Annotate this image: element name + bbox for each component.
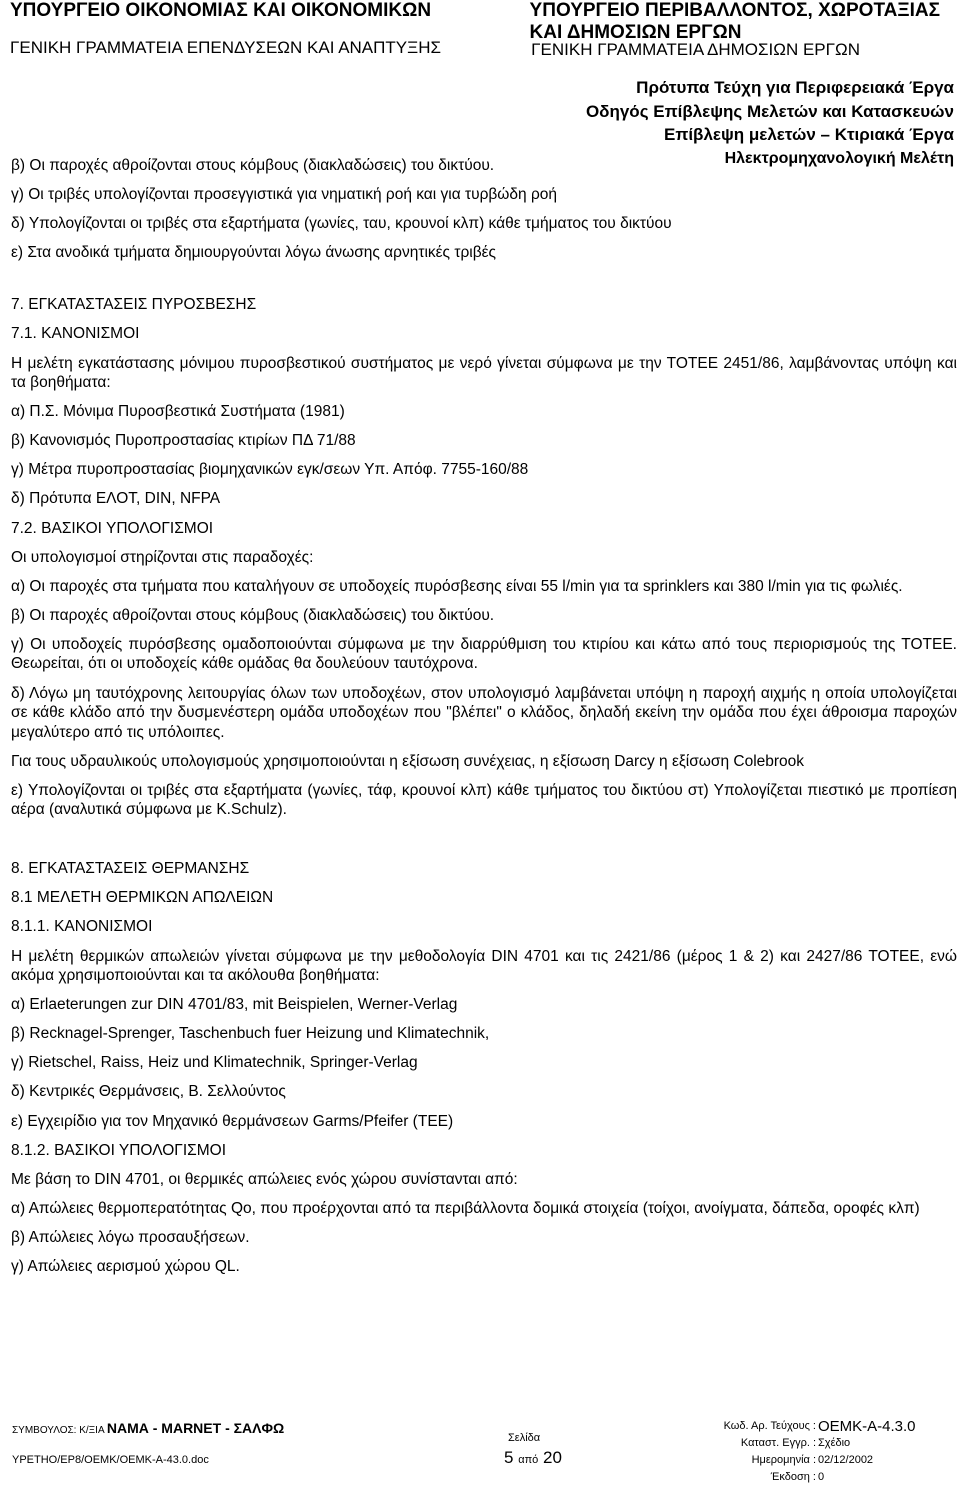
page-header bbox=[0, 0, 960, 178]
paragraph: Η μελέτη θερμικών απωλειών γίνεται σύμφωνα με την μεθοδολογία DIN 4701 και τις 2421/86 (μέρος 1 & 2) και 2427/86 ΤΟΤΕΕ, ενώ ακόμα χρησιμοποιούνται και τα ακόλουθα βοηθήματα: bbox=[11, 947, 957, 985]
page-footer bbox=[0, 1418, 960, 1483]
subsection-heading: 8.1 ΜΕΛΕΤΗ ΘΕΡΜΙΚΩΝ ΑΠΩΛΕΙΩΝ bbox=[11, 889, 274, 907]
code-label: Κωδ. Αρ. Τεύχους : bbox=[723, 1420, 816, 1432]
document-body bbox=[11, 156, 957, 1286]
subsection-heading: 7.1. ΚΑΝΟΝΙΣΜΟΙ bbox=[11, 325, 140, 343]
doc-series: Πρότυπα Τεύχη για Περιφερειακά Έργα bbox=[636, 78, 954, 97]
list-item: β) Recknagel-Sprenger, Taschenbuch fuer Heizung und Klimatechnik, bbox=[11, 1025, 490, 1043]
footer-values bbox=[818, 1418, 958, 1486]
file-path: ΥΡΕΤΗΟ/ΕΡ8/ΟΕΜΚ/ΟΕΜΚ-Α-43.0.doc bbox=[12, 1454, 209, 1466]
page-current: 5 bbox=[504, 1448, 514, 1467]
page-total: 20 bbox=[543, 1448, 562, 1467]
section-heading: 7. ΕΓΚΑΤΑΣΤΑΣΕΙΣ ΠΥΡΟΣΒΕΣΗΣ bbox=[11, 296, 257, 314]
right-secretariat: ΓΕΝΙΚΗ ΓΡΑΜΜΑΤΕΙΑ ΔΗΜΟΣΙΩΝ ΕΡΓΩΝ bbox=[531, 40, 860, 59]
list-item: γ) Απώλειες αερισμού χώρου QL. bbox=[11, 1258, 240, 1275]
paragraph: Οι υπολογισμοί στηρίζονται στις παραδοχές: bbox=[11, 548, 314, 566]
list-item: β) Απώλειες λόγω προσαυξήσεων. bbox=[11, 1228, 250, 1246]
list-item: ε) Εγχειρίδιο για τον Μηχανικό θερμάνσεων Garms/Pfeifer (TEE) bbox=[11, 1112, 454, 1130]
left-secretariat: ΓΕΝΙΚΗ ΓΡΑΜΜΑΤΕΙΑ ΕΠΕΝΔΥΣΕΩΝ ΚΑΙ ΑΝΑΠΤΥΞΗΣ bbox=[10, 38, 441, 57]
status-value: Σχέδιο bbox=[818, 1437, 851, 1449]
right-ministry bbox=[530, 0, 940, 44]
edition-label: Έκδοση : bbox=[770, 1471, 816, 1483]
list-item: α) Π.Σ. Μόνιμα Πυροσβεστικά Συστήματα (1981) bbox=[11, 403, 345, 421]
list-item: α) Οι παροχές στα τμήματα που καταλήγουν σε υποδοχείς πυρόσβεσης είναι 55 l/min για τα sprinklers και 380 l/min για τις φωλιές. bbox=[11, 577, 903, 595]
list-item: δ) Λόγω μη ταυτόχρονης λειτουργίας όλων των υποδοχέων, στον υπολογισμό λαμβάνεται υπόψη η παροχή αιχμής η οποία υπολογίζεται σε κάθε κλάδο από την δυσμενέστερη ομάδα υποδοχέων που "βλέπει" ο κλάδος, δηλαδή εκείνη την ομάδα που έχει άθροισμα παροχών μεγαλύτερο από τις υπόλοιπες. bbox=[11, 684, 957, 741]
consultant bbox=[12, 1420, 284, 1436]
list-item: β) Οι παροχές αθροίζονται στους κόμβους (διακλαδώσεις) του δικτύου. bbox=[11, 606, 495, 624]
doc-guide: Οδηγός Επίβλεψης Μελετών και Κατασκευών bbox=[585, 101, 954, 121]
footer-labels bbox=[716, 1418, 816, 1486]
status-label: Καταστ. Εγγρ. : bbox=[740, 1437, 816, 1449]
page-label: Σελίδα bbox=[508, 1432, 541, 1444]
section-heading: 8. ΕΓΚΑΤΑΣΤΑΣΕΙΣ ΘΕΡΜΑΝΣΗΣ bbox=[11, 860, 250, 878]
list-item: α) Απώλειες θερμοπερατότητας Qo, που προέρχονται από τα περιβάλλοντα δομικά στοιχεία (τοίχοι, ανοίγματα, δάπεδα, οροφές κλπ) bbox=[11, 1199, 920, 1217]
paragraph: β) Οι παροχές αθροίζονται στους κόμβους (διακλαδώσεις) του δικτύου. bbox=[11, 157, 495, 174]
list-item: ε) Υπολογίζονται οι τριβές στα εξαρτήματα (γωνίες, τάφ, κρουνοί κλπ) κάθε τμήματος του δικτύου στ) Υπολογίζεται πιεστικό με προπίεση αέρα (αναλυτικά σύμφωνα με K.Schulz). bbox=[11, 781, 957, 819]
list-item: δ) Πρότυπα ΕΛΟΤ, DIN, NFPA bbox=[11, 490, 221, 508]
right-ministry-line2: ΚΑΙ ΔΗΜΟΣΙΩΝ ΕΡΓΩΝ bbox=[529, 22, 742, 43]
list-item: γ) Rietschel, Raiss, Heiz und Klimatechnik, Springer-Verlag bbox=[11, 1054, 418, 1072]
subsection-heading: 8.1.2. ΒΑΣΙΚΟΙ ΥΠΟΛΟΓΙΣΜΟΙ bbox=[11, 1141, 226, 1159]
subsection-heading: 8.1.1. ΚΑΝΟΝΙΣΜΟΙ bbox=[11, 918, 153, 936]
paragraph: Για τους υδραυλικούς υπολογισμούς χρησιμοποιούνται η εξίσωση συνέχειας, η εξίσωση Darcy η εξίσωση Colebrook bbox=[11, 752, 805, 770]
right-ministry-line1: ΥΠΟΥΡΓΕΙΟ ΠΕΡΙΒΑΛΛΟΝΤΟΣ, ΧΩΡΟΤΑΞΙΑΣ bbox=[529, 0, 940, 21]
consultant-name: ΝΑΜΑ - MARNET - ΣΑΛΦΩ bbox=[106, 1420, 285, 1436]
doc-subject: Επίβλεψη μελετών – Κτιριακά Έργα bbox=[663, 125, 954, 144]
list-item: γ) Μέτρα πυροπροστασίας βιομηχανικών εγκ/σεων Υπ. Απόφ. 7755-160/88 bbox=[11, 461, 529, 479]
paragraph: γ) Οι τριβές υπολογίζονται προσεγγιστικά για νηματική ροή και για τυρβώδη ροή bbox=[11, 186, 558, 204]
edition-value: 0 bbox=[818, 1471, 825, 1483]
subsection-heading: 7.2. ΒΑΣΙΚΟΙ ΥΠΟΛΟΓΙΣΜΟΙ bbox=[11, 519, 214, 537]
left-ministry: ΥΠΟΥΡΓΕΙΟ ΟΙΚΟΝΟΜΙΑΣ ΚΑΙ ΟΙΚΟΝΟΜΙΚΩΝ bbox=[10, 0, 432, 21]
page-number bbox=[504, 1448, 562, 1468]
doc-topic: Ηλεκτρομηχανολογική Μελέτη bbox=[724, 149, 954, 167]
paragraph: ε) Στα ανοδικά τμήματα δημιουργούνται λόγω άνωσης αρνητικές τριβές bbox=[11, 244, 497, 262]
paragraph: Με βάση το DIN 4701, οι θερμικές απώλειες ενός χώρου συνίστανται από: bbox=[11, 1170, 518, 1188]
consultant-label: ΣΥΜΒΟΥΛΟΣ: Κ/ΞΙΑ bbox=[12, 1425, 105, 1436]
date-label: Ημερομηνία : bbox=[751, 1454, 816, 1466]
list-item: γ) Οι υποδοχείς πυρόσβεσης ομαδοποιούνται σύμφωνα με την διαρρύθμιση του κτιρίου και κάτω από τους περιορισμούς της ΤΟΤΕΕ. Θεωρείται, ότι οι υποδοχείς κάθε ομάδας θα δουλεύουν ταυτόχρονα. bbox=[11, 635, 957, 673]
paragraph: δ) Υπολογίζονται οι τριβές στα εξαρτήματα (γωνίες, ταυ, κρουνοί κλπ) κάθε τμήματος του δικτύου bbox=[11, 215, 672, 233]
list-item: β) Κανονισμός Πυροπροστασίας κτιρίων ΠΔ 71/88 bbox=[11, 432, 356, 450]
page-of: από bbox=[518, 1454, 539, 1466]
list-item: δ) Κεντρικές Θερμάνσεις, Β. Σελλούντος bbox=[11, 1083, 286, 1101]
paragraph: Η μελέτη εγκατάστασης μόνιμου πυροσβεστικού συστήματος με νερό γίνεται σύμφωνα με την ΤΟΤΕΕ 2451/86, λαμβάνοντας υπόψη και τα βοηθήματα: bbox=[11, 354, 957, 392]
code-value: ΟΕΜΚ-Α-4.3.0 bbox=[818, 1418, 916, 1435]
date-value: 02/12/2002 bbox=[818, 1454, 874, 1466]
list-item: α) Erlaeterungen zur DIN 4701/83, mit Beispielen, Werner-Verlag bbox=[11, 996, 458, 1014]
